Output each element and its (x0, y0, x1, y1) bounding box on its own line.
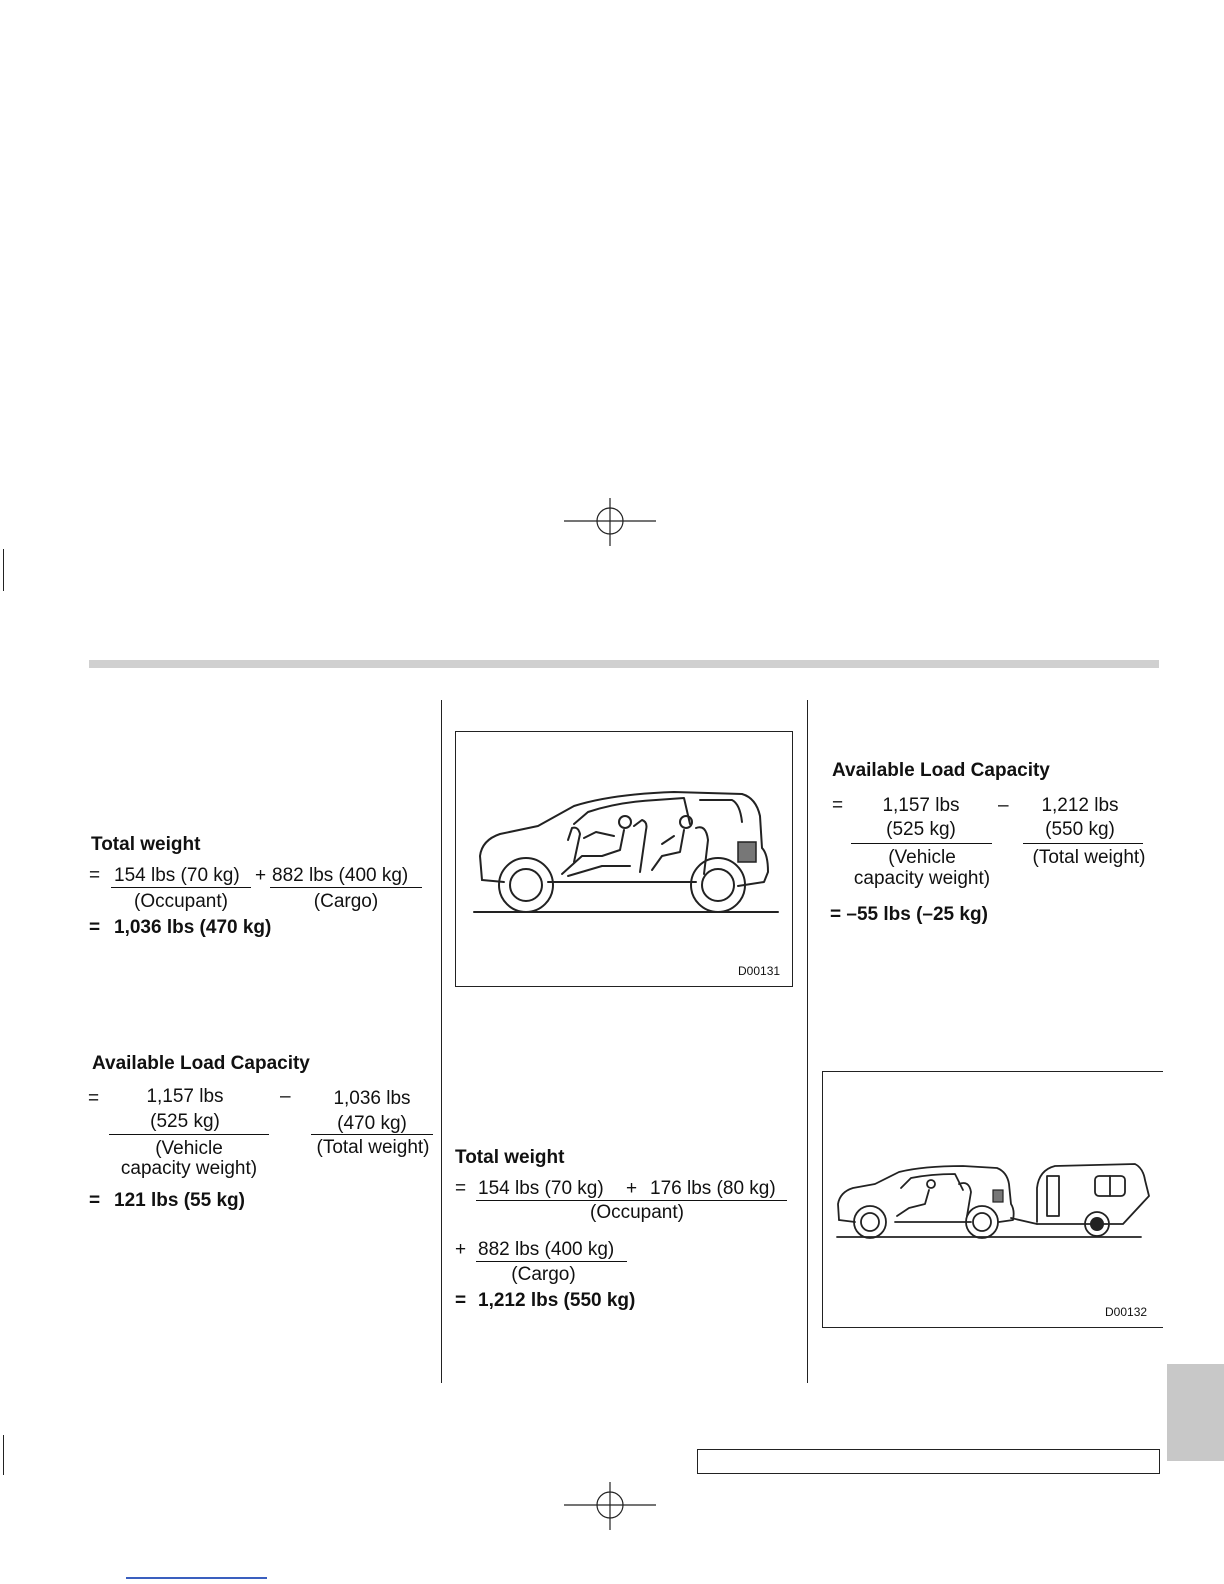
col3-capacity-result: = –55 lbs (–25 kg) (830, 904, 988, 925)
col1-capacity-eq1: = (88, 1088, 100, 1109)
col1-capacity-eq2: = (89, 1190, 101, 1211)
col3-total-lbs: 1,212 lbs (1041, 795, 1119, 816)
figure-car-occupants (455, 731, 793, 987)
col2-total-result: 1,212 lbs (550 kg) (478, 1290, 636, 1311)
col1-vehicle-kg: (525 kg) (150, 1111, 220, 1132)
col1-capacity-minus: – (280, 1086, 291, 1107)
col1-total-eq1: = (89, 865, 101, 886)
col3-total-kg: (550 kg) (1045, 819, 1115, 840)
col1-total-heading: Total weight (91, 834, 201, 855)
col1-total-lbs: 1,036 lbs (333, 1088, 411, 1109)
col2-occupant1-value: 154 lbs (70 kg) (478, 1178, 604, 1199)
col1-vehicle-label-2: capacity weight) (120, 1158, 258, 1179)
col2-total-eq2: = (455, 1290, 467, 1311)
col1-cargo-label: (Cargo) (313, 891, 379, 912)
col2-cargo-value: 882 lbs (400 kg) (478, 1239, 615, 1260)
car-trailer-illustration (823, 1072, 1159, 1327)
col2-occupant-label: (Occupant) (590, 1202, 684, 1223)
col3-total-rule (1023, 843, 1143, 844)
col3-capacity-minus: – (998, 795, 1009, 816)
col1-cargo-rule (270, 887, 422, 888)
col1-vehicle-rule (109, 1134, 269, 1135)
col3-capacity-heading: Available Load Capacity (832, 760, 1050, 781)
col2-cargo-label: (Cargo) (511, 1264, 576, 1285)
col3-vehicle-label-1: (Vehicle (888, 847, 956, 868)
col1-plus: + (255, 865, 267, 886)
header-bar (89, 660, 1159, 668)
col1-capacity-heading: Available Load Capacity (92, 1053, 310, 1074)
registration-mark-top (560, 496, 660, 548)
col1-capacity-result: 121 lbs (55 kg) (114, 1190, 245, 1211)
col2-occupant-rule (476, 1200, 787, 1201)
registration-mark-bottom (560, 1480, 660, 1532)
column-divider-1 (441, 700, 442, 1383)
side-tab (1167, 1364, 1224, 1461)
col2-plus-mid: + (626, 1178, 638, 1199)
col1-occupant-rule (111, 887, 251, 888)
col1-cargo-value: 882 lbs (400 kg) (272, 865, 409, 886)
col2-occupant2-value: 176 lbs (80 kg) (650, 1178, 776, 1199)
col1-vehicle-lbs: 1,157 lbs (146, 1086, 224, 1107)
col2-cargo-rule (476, 1261, 627, 1262)
col3-vehicle-label-2: capacity weight) (853, 868, 991, 889)
col2-plus: + (455, 1239, 467, 1260)
col1-occupant-value: 154 lbs (70 kg) (114, 865, 240, 886)
col2-total-eq1: = (455, 1178, 467, 1199)
col1-occupant-label: (Occupant) (134, 891, 228, 912)
car-occupants-illustration (456, 732, 792, 986)
col1-total-eq2: = (89, 917, 101, 938)
col1-total-rule (311, 1134, 433, 1135)
crop-mark-left-bottom (3, 1435, 4, 1475)
col3-vehicle-rule (851, 843, 992, 844)
col3-total-label: (Total weight) (1032, 847, 1146, 868)
col2-total-heading: Total weight (455, 1147, 565, 1168)
col3-vehicle-lbs: 1,157 lbs (882, 795, 960, 816)
footer-box (697, 1449, 1160, 1474)
column-divider-2 (807, 700, 808, 1383)
figure-car-trailer (822, 1071, 1163, 1328)
figure-code-d00132: D00132 (1105, 1305, 1148, 1319)
footer-blue-line (126, 1577, 267, 1579)
col1-total-label: (Total weight) (316, 1137, 430, 1158)
crop-mark-left-top (3, 549, 4, 591)
col3-capacity-eq1: = (832, 795, 844, 816)
col1-total-result: 1,036 lbs (470 kg) (114, 917, 272, 938)
col1-vehicle-label-1: (Vehicle (155, 1138, 223, 1159)
col1-total-kg: (470 kg) (337, 1113, 407, 1134)
figure-code-d00131: D00131 (738, 964, 781, 978)
col3-vehicle-kg: (525 kg) (886, 819, 956, 840)
